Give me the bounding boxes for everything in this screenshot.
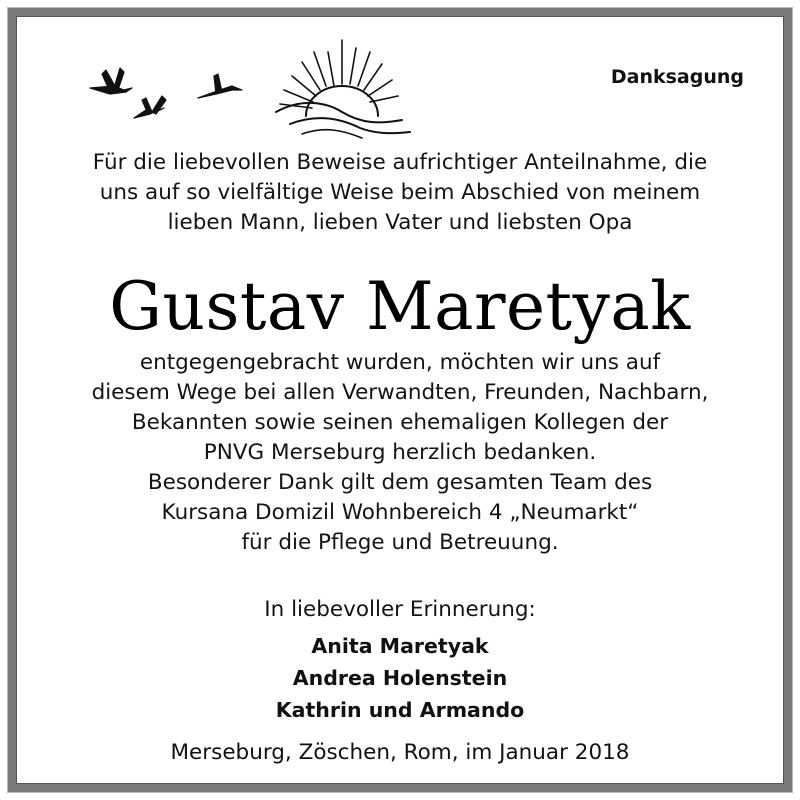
body-line: Bekannten sowie seinen ehemaligen Kollegen der (131, 410, 669, 435)
intro-line: uns auf so vielfältige Weise beim Abschied von meinem (99, 180, 701, 205)
notice-heading: Danksagung (610, 66, 744, 88)
intro-line: Für die liebevollen Beweise aufrichtiger Anteilnahme, die (92, 150, 708, 175)
body-line: diesem Wege bei allen Verwandten, Freunden, Nachbarn, (91, 380, 709, 405)
body-line: für die Pflege und Betreuung. (241, 530, 559, 555)
remembrance-line (20, 595, 780, 625)
signers-list (20, 630, 780, 726)
header-artwork (80, 28, 420, 140)
sunset-hills-icon (276, 40, 410, 138)
thanks-paragraph (20, 348, 780, 558)
body-line: Besonderer Dank gilt dem gesamten Team des (147, 470, 653, 495)
body-line: Kursana Domizil Wohnbereich 4 „Neumarkt“ (161, 500, 639, 525)
signer-name: Andrea Holenstein (292, 666, 508, 690)
birds-flying-icon (90, 68, 242, 118)
intro-paragraph (20, 148, 780, 238)
closing-line: Merseburg, Zöschen, Rom, im Januar 2018 (170, 740, 630, 765)
intro-line: lieben Mann, lieben Vater und liebsten Opa (167, 210, 633, 235)
remembrance-text: In liebevoller Erinnerung: (264, 597, 536, 622)
signer-name: Anita Maretyak (311, 634, 489, 658)
body-line: PNVG Merseburg herzlich bedanken. (203, 440, 597, 465)
body-line: entgegengebracht wurden, möchten wir uns auf (139, 350, 661, 375)
deceased-name: Gustav Maretyak (109, 268, 691, 345)
signer-name: Kathrin und Armando (275, 698, 525, 722)
